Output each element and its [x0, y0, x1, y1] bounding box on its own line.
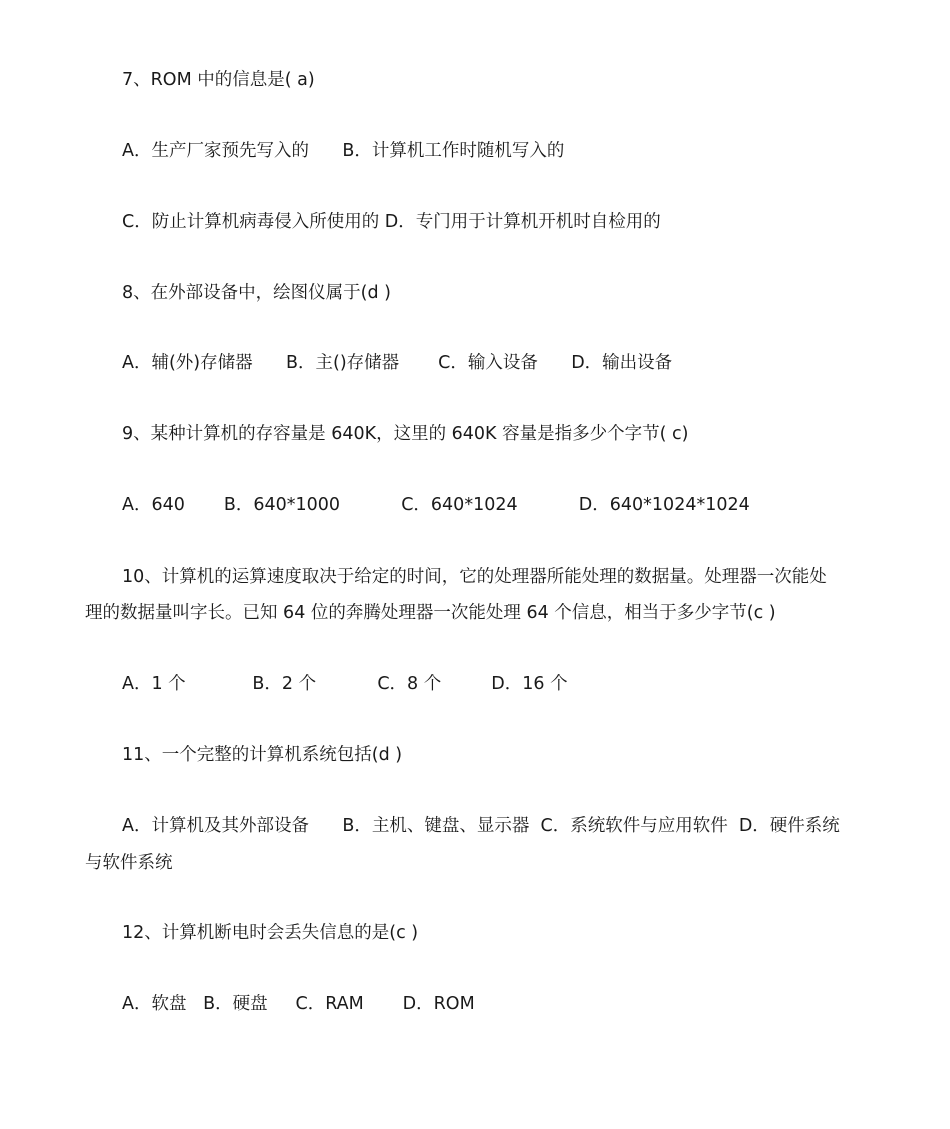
question-12-stem: 12、计算机断电时会丢失信息的是(c ): [122, 923, 419, 943]
question-9-stem: 9、某种计算机的存容量是 640K，这里的 640K 容量是指多少个字节( c): [122, 424, 689, 444]
question-10-stem-line-2: 理的数据量叫字长。已知 64 位的奔腾处理器一次能处理 64 个信息，相当于多少字节(c ): [85, 603, 776, 623]
question-10-stem-line-1: 10、计算机的运算速度取决于给定的时间，它的处理器所能处理的数据量。处理器一次能处: [122, 567, 827, 587]
question-10-options: A．1 个 B．2 个 C．8 个 D．16 个: [122, 674, 568, 694]
question-8-stem: 8、在外部设备中，绘图仪属于(d ): [122, 283, 391, 303]
question-7-options-row-1: A．生产厂家预先写入的 B．计算机工作时随机写入的: [122, 141, 565, 161]
question-11-stem: 11、一个完整的计算机系统包括(d ): [122, 745, 403, 765]
question-11-options-line-2: 与软件系统: [85, 853, 173, 873]
question-11-options-line-1: A．计算机及其外部设备 B．主机、键盘、显示器 C．系统软件与应用软件 D．硬件系统: [122, 816, 840, 836]
question-7-stem: 7、ROM 中的信息是( a): [122, 70, 315, 90]
question-7-options-row-2: C．防止计算机病毒侵入所使用的 D．专门用于计算机开机时自检用的: [122, 212, 661, 232]
question-9-options: A．640 B．640*1000 C．640*1024 D．640*1024*1024: [122, 495, 750, 515]
question-12-options: A．软盘 B．硬盘 C．RAM D．ROM: [122, 994, 475, 1014]
question-8-options: A．辅(外)存储器 B．主()存储器 C．输入设备 D．输出设备: [122, 353, 673, 373]
